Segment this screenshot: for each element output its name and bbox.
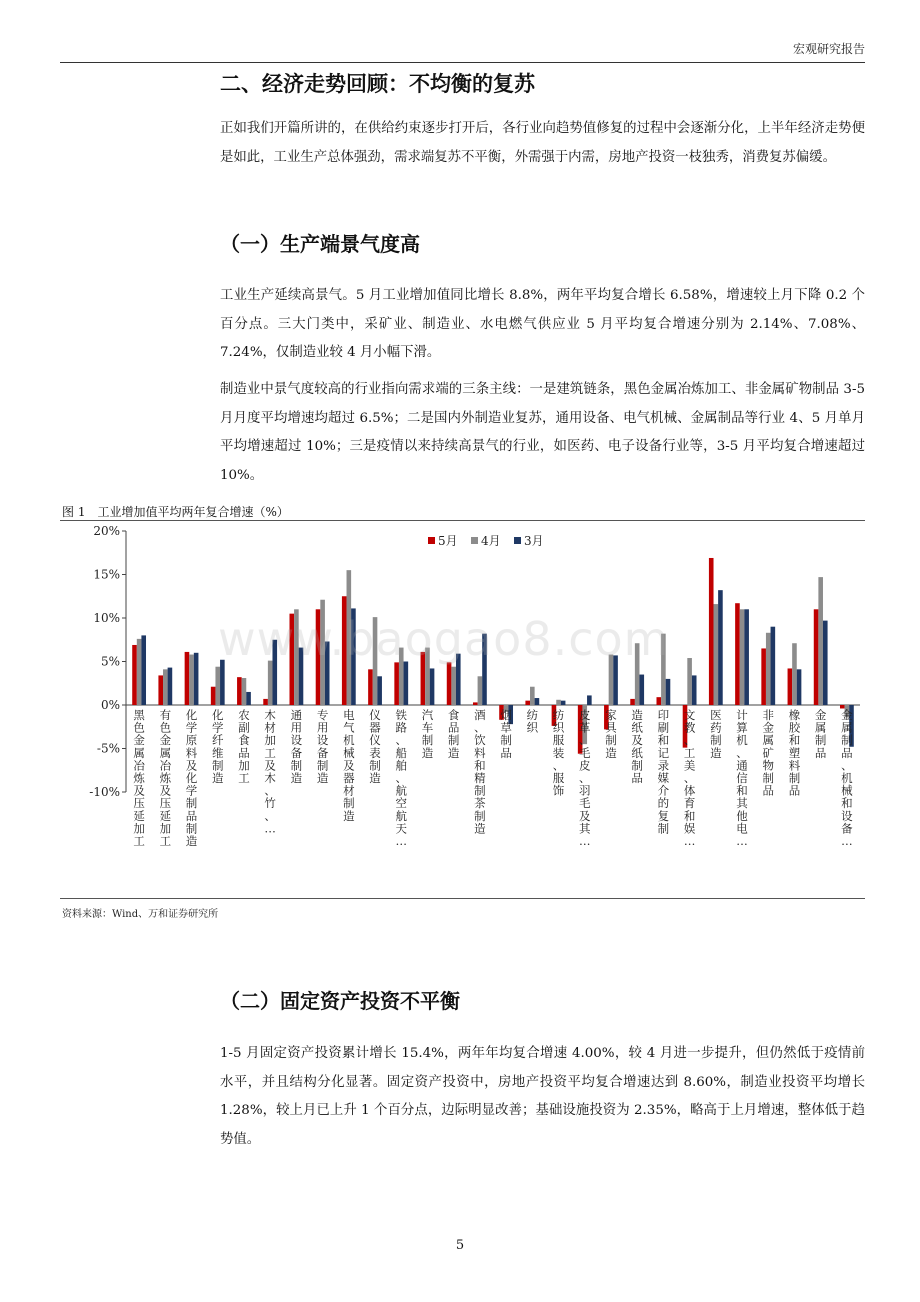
x-tick-label: 黑色金属冶炼及压延加工	[133, 708, 145, 848]
bar	[788, 668, 793, 705]
bar	[137, 639, 142, 705]
bar	[194, 653, 199, 705]
bar-chart	[60, 521, 865, 897]
x-tick-label: 橡胶和塑料制品	[788, 708, 801, 798]
bar	[792, 643, 797, 705]
bar	[744, 609, 749, 705]
intro-paragraph: 正如我们开篇所讲的，在供给约束逐步打开后，各行业向趋势值修复的过程中会逐渐分化，上半年经济走势便是如此，工业生产总体强劲，需求端复苏不平衡，外需强于内需，房地产投资一枝独秀，消费复苏偏缓。	[220, 121, 865, 165]
bar	[587, 695, 592, 705]
bar	[268, 661, 273, 705]
legend-label: 3月	[524, 534, 544, 548]
page-number: 5	[455, 1238, 465, 1253]
x-tick-label: 有色金属冶炼及压延加工	[159, 708, 172, 848]
x-tick-label: 金属制品	[814, 708, 827, 760]
x-tick-label: 酒、饮料和精制茶制造	[474, 708, 486, 836]
bar	[211, 687, 216, 705]
bar	[189, 655, 194, 705]
bar	[666, 679, 671, 705]
subsection-2-paragraph-1: 1-5 月固定资产投资累计增长 15.4%，两年年均复合增速 4.00%，较 4 月进一步提升，但仍然低于疫情前水平，并且结构分化显著。固定资产投资中，房地产投资平均复合增速达到 8.60%，制造业投资平均增长 1.28%，较上月已上升 1 个百分点，边际明显改善；基础设施投资为 2.35%，略高于上月增速，整体低于趋势值。	[220, 1046, 865, 1147]
x-tick-label: 纺织服装、服饰	[552, 708, 565, 798]
bar	[525, 701, 530, 705]
x-tick-label: 化学原料及化学制品制造	[185, 708, 198, 848]
figure-caption: 图 1 工业增加值平均两年复合增速（%）	[62, 505, 289, 519]
bar	[656, 697, 661, 705]
y-tick-label: 10%	[93, 611, 120, 625]
y-tick-label: 0%	[100, 698, 120, 712]
report-type-label: 宏观研究报告	[792, 42, 865, 56]
x-tick-label: 印刷和记录媒介的复制	[657, 708, 670, 836]
y-tick-label: 15%	[93, 567, 120, 582]
bar	[158, 675, 163, 705]
bar	[561, 701, 566, 705]
bar	[246, 692, 251, 705]
bar	[215, 667, 220, 705]
bar	[220, 660, 225, 705]
bar	[404, 662, 409, 706]
bar	[687, 658, 692, 705]
watermark: www.baogao8.com	[218, 612, 670, 666]
bar	[692, 675, 697, 705]
x-tick-label: 仪器仪表制造	[369, 708, 381, 785]
bar	[556, 700, 561, 705]
x-tick-label: 金属制品、机械和设备…	[841, 708, 853, 848]
bar	[237, 677, 242, 705]
bar	[818, 577, 823, 705]
x-tick-label: 电气机械及器材制造	[343, 708, 355, 823]
bar	[447, 662, 452, 705]
x-tick-label: 造纸及纸制品	[631, 708, 643, 785]
x-tick-label: 木材加工及木、竹、…	[264, 708, 276, 836]
x-tick-label: 医药制造	[710, 708, 722, 760]
subsection-1-paragraph-2: 制造业中景气度较高的行业指向需求端的三条主线：一是建筑链条，黑色金属冶炼加工、非金属矿物制品 3-5 月月度平均增速均超过 6.5%；二是国内外制造业复苏，通用设备、电气机械、金属制品等行业 4、5 月单月平均增速超过 10%；三是疫情以来持续高景气的行业，如医药、电子设备行业等，3-5 月平均复合增速超过 10%。	[220, 382, 865, 483]
bar	[535, 698, 540, 705]
bar	[630, 699, 635, 705]
x-tick-label: 铁路、船舶、航空航天…	[395, 708, 407, 848]
bar	[766, 633, 771, 705]
y-tick-label: 5%	[100, 654, 120, 669]
bar	[814, 609, 819, 705]
bar	[168, 668, 173, 705]
y-tick-label: -5%	[96, 741, 120, 756]
x-tick-label: 通用设备制造	[290, 708, 303, 785]
subsection-1-title: （一）生产端景气度高	[220, 232, 420, 256]
figure-source: 资料来源：Wind、万和证券研究所	[62, 909, 219, 920]
legend-label: 5月	[438, 534, 458, 548]
bar	[473, 702, 478, 705]
x-tick-label: 纺织	[526, 708, 539, 735]
bar	[394, 662, 399, 705]
x-tick-label: 非金属矿物制品	[762, 708, 774, 798]
bar	[797, 669, 802, 705]
y-tick-label: -10%	[89, 785, 120, 799]
x-tick-label: 化学纤维制造	[212, 708, 224, 785]
x-tick-label: 农副食品加工	[238, 708, 250, 785]
x-tick-label: 专用设备制造	[316, 708, 329, 785]
x-tick-label: 烟草制品	[500, 708, 512, 760]
bar	[242, 678, 247, 705]
bar	[163, 669, 168, 705]
bar	[718, 590, 723, 705]
legend-swatch	[428, 537, 435, 544]
legend-label: 4月	[481, 534, 501, 548]
legend-swatch	[514, 537, 521, 544]
bar	[132, 645, 137, 705]
bar	[185, 652, 190, 705]
x-tick-label: 文教、工美、体育和娱…	[683, 708, 696, 848]
header-divider	[60, 62, 865, 63]
legend-swatch	[471, 537, 478, 544]
bar	[714, 604, 719, 705]
x-tick-label: 计算机、通信和其他电…	[736, 708, 748, 848]
x-tick-label: 皮革、毛皮、羽毛及其…	[579, 708, 591, 848]
bar	[771, 627, 776, 705]
bar	[639, 675, 644, 705]
bar	[377, 676, 382, 705]
bar	[430, 668, 435, 705]
bar	[141, 635, 146, 705]
subsection-1-paragraph-1: 工业生产延续高景气。5 月工业增加值同比增长 8.8%，两年平均复合增长 6.58%，增速较上月下降 0.2 个百分点。三大门类中，采矿业、制造业、水电燃气供应业 5 月平均复合增速分别为 2.14%、7.08%、7.24%，仅制造业较 4 月小幅下滑。	[220, 288, 865, 360]
y-tick-label: 20%	[93, 524, 120, 538]
section-title: 二、经济走势回顾：不均衡的复苏	[220, 71, 535, 96]
x-tick-label: 汽车制造	[421, 708, 434, 760]
bar	[478, 676, 483, 705]
bar	[368, 669, 373, 705]
x-tick-label: 家具制造	[605, 708, 617, 760]
subsection-2-title: （二）固定资产投资不平衡	[220, 989, 460, 1013]
x-tick-label: 食品制造	[447, 708, 460, 760]
bar	[451, 667, 456, 705]
bar	[709, 558, 714, 705]
figure-bottom-rule	[60, 898, 865, 899]
bar	[740, 609, 745, 705]
bar	[823, 621, 828, 705]
bar	[735, 603, 740, 705]
bar	[761, 648, 766, 705]
bar	[530, 687, 535, 705]
bar	[263, 699, 268, 705]
